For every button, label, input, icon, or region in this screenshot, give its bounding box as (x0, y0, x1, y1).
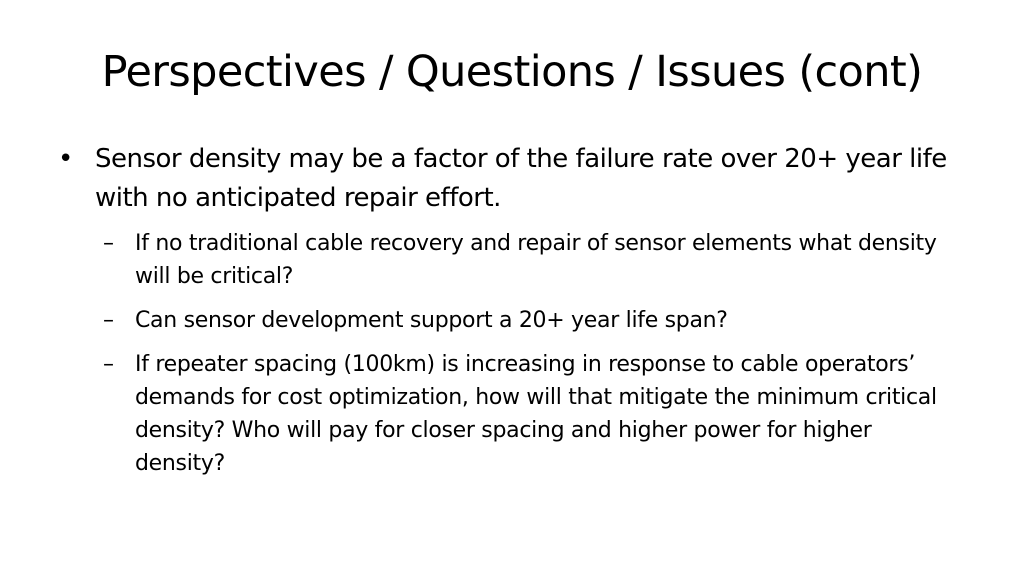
sub-bullet-marker: – (103, 308, 114, 333)
slide-title: Perspectives / Questions / Issues (cont) (101, 47, 923, 97)
sub-bullet-text: If repeater spacing (100km) is increasing in response to cable operators’ demands for cost optimization, how will that mitigate the minimum critical density? Who will pay for closer spacing and higher power for higher density? (135, 352, 937, 476)
bullet-text: Sensor density may be a factor of the failure rate over 20+ year life with no anticipated repair effort. (95, 144, 947, 213)
sub-bullet-marker: – (103, 231, 114, 256)
sub-bullet-item (103, 348, 965, 480)
sub-bullet-text: If no traditional cable recovery and repair of sensor elements what density will be critical? (135, 231, 937, 289)
bullet-marker: • (58, 144, 73, 174)
sub-bullet-item (103, 304, 965, 337)
sub-bullet-marker: – (103, 352, 114, 377)
slide-body (58, 140, 958, 491)
sub-bullet-text: Can sensor development support a 20+ year life span? (135, 308, 728, 333)
bullet-item (58, 140, 958, 218)
sub-bullet-item (103, 227, 965, 293)
